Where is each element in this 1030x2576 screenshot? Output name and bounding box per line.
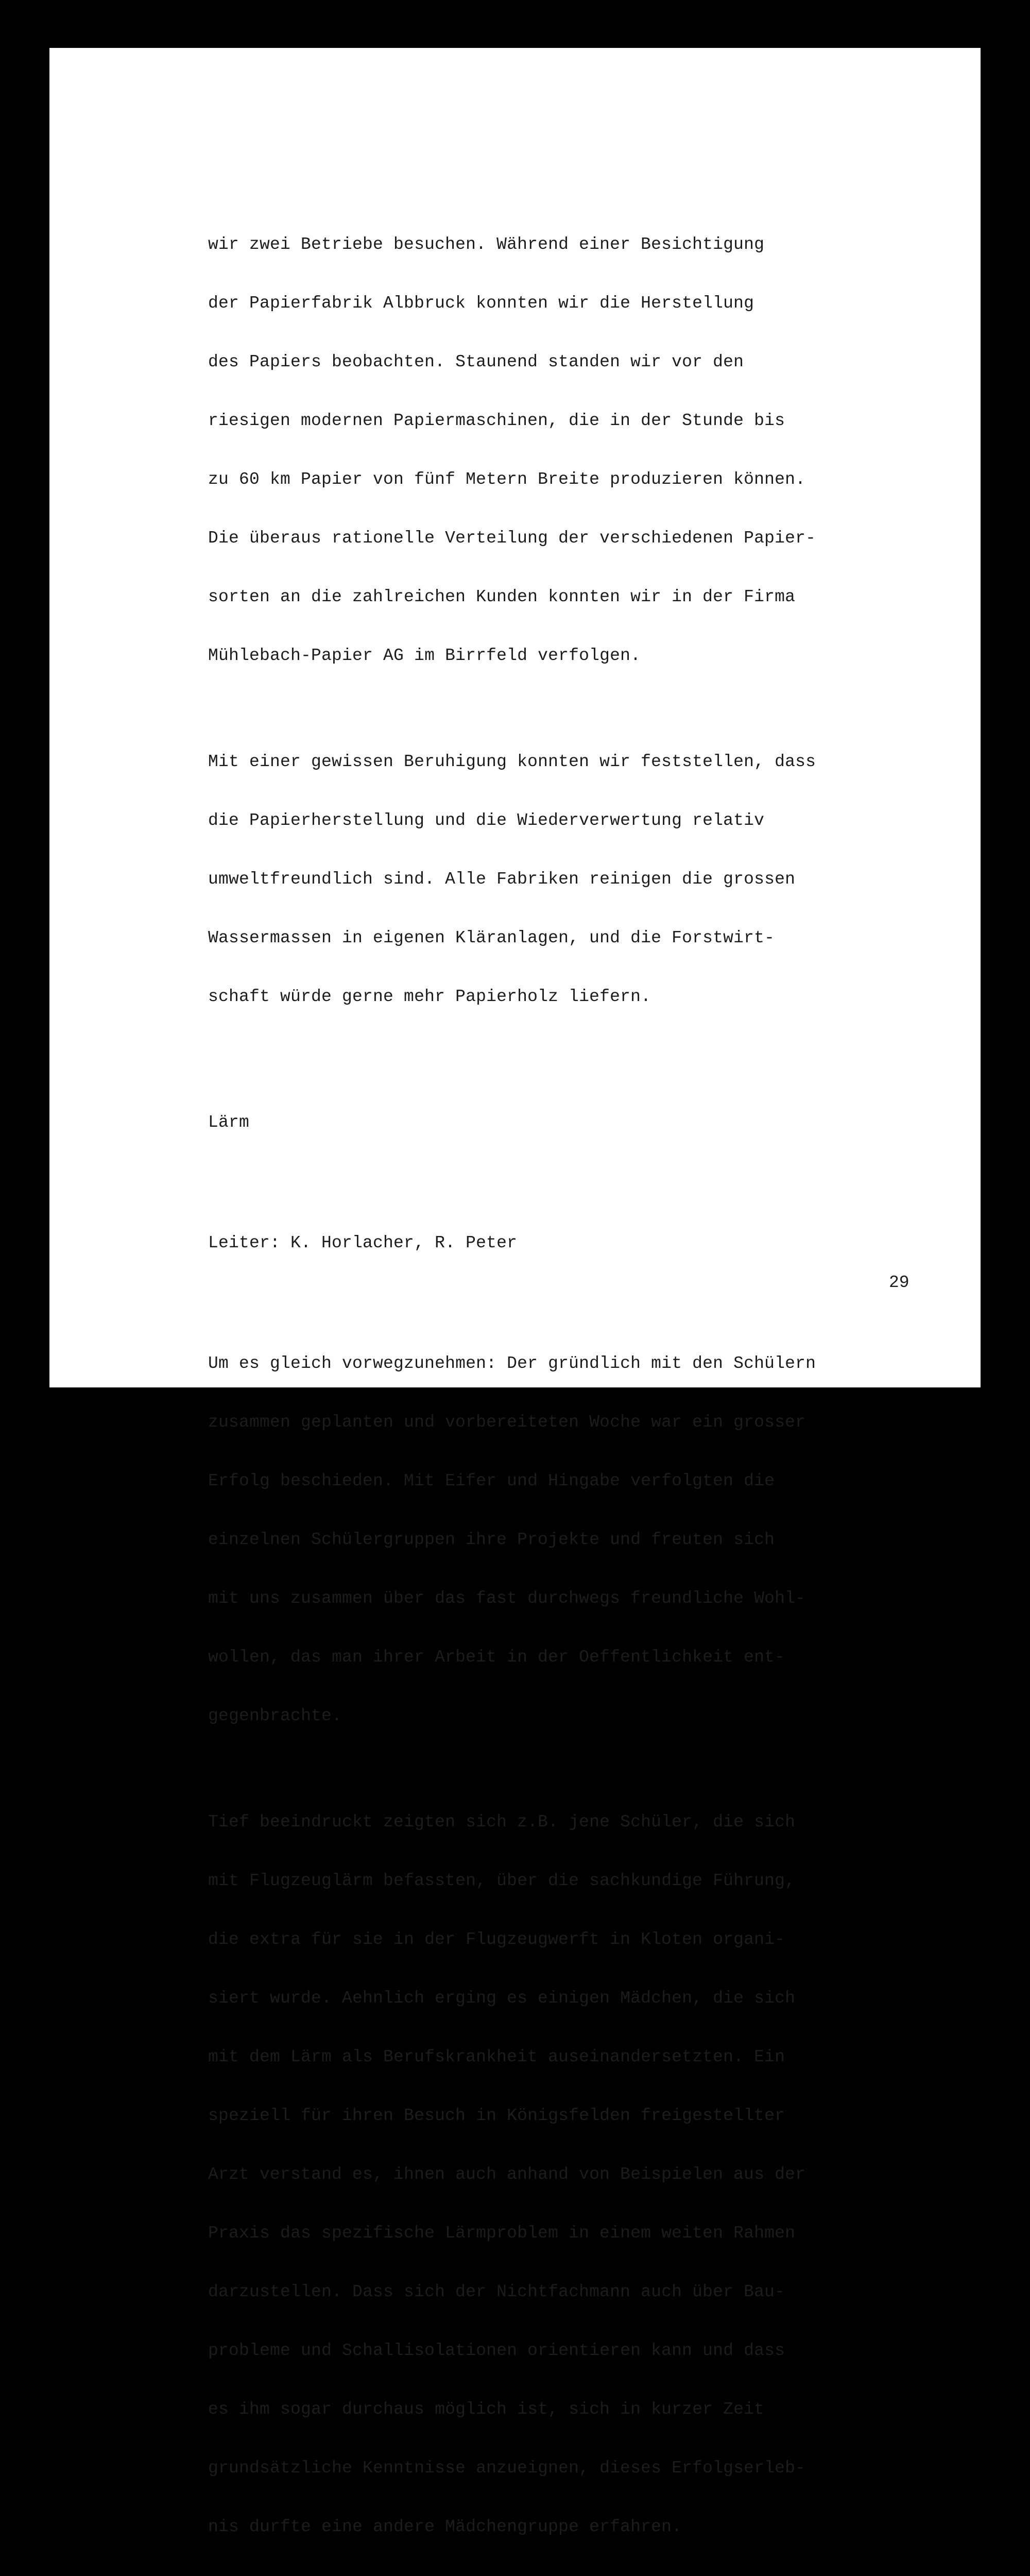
- paragraph-vorwegnehmen: [208, 1315, 950, 1765]
- text-line: Erfolg beschieden. Mit Eifer und Hingabe verfolgten die: [208, 1471, 775, 1490]
- paragraph-umwelt: [208, 713, 950, 1046]
- text-line: sorten an die zahlreichen Kunden konnten wir in der Firma: [208, 587, 796, 606]
- text-line: gegenbrachte.: [208, 1706, 342, 1725]
- text-line: speziell für ihren Besuch in Königsfelden freigestellter: [208, 2106, 785, 2125]
- paragraph-papier-betriebe: [208, 196, 950, 705]
- body-text: [208, 196, 950, 2576]
- text-line: mit uns zusammen über das fast durchwegs freundliche Wohl-: [208, 1589, 806, 1608]
- text-line: Mühlebach-Papier AG im Birrfeld verfolgen.: [208, 646, 641, 665]
- text-line: mit Flugzeuglärm befassten, über die sachkundige Führung,: [208, 1871, 796, 1890]
- leaders-line: Leiter: K. Horlacher, R. Peter: [208, 1233, 518, 1252]
- text-line: Praxis das spezifische Lärmproblem in einem weiten Rahmen: [208, 2224, 796, 2243]
- text-line: es ihm sogar durchaus möglich ist, sich in kurzer Zeit: [208, 2400, 765, 2419]
- text-line: zu 60 km Papier von fünf Metern Breite produzieren können.: [208, 470, 806, 489]
- text-line: Die überaus rationelle Verteilung der verschiedenen Papier-: [208, 529, 816, 548]
- page-number: 29: [889, 1273, 909, 1292]
- text-line: wir zwei Betriebe besuchen. Während einer Besichtigung: [208, 235, 765, 254]
- text-line: probleme und Schallisolationen orientieren kann und dass: [208, 2341, 785, 2360]
- text-line: einzelnen Schülergruppen ihre Projekte und freuten sich: [208, 1530, 775, 1549]
- text-line: Wassermassen in eigenen Kläranlagen, und die Forstwirt-: [208, 928, 775, 947]
- text-line: riesigen modernen Papiermaschinen, die in der Stunde bis: [208, 411, 785, 430]
- text-line: Mit einer gewissen Beruhigung konnten wir feststellen, dass: [208, 752, 816, 771]
- text-line: mit dem Lärm als Berufskrankheit auseinandersetzten. Ein: [208, 2047, 785, 2066]
- text-line: Um es gleich vorwegzunehmen: Der gründlich mit den Schülern: [208, 1354, 816, 1373]
- text-line: nis durfte eine andere Mädchengruppe erfahren.: [208, 2517, 682, 2536]
- text-line: zusammen geplanten und vorbereiteten Woche war ein grosser: [208, 1413, 806, 1432]
- text-line: des Papiers beobachten. Staunend standen wir vor den: [208, 352, 744, 371]
- text-line: umweltfreundlich sind. Alle Fabriken reinigen die grossen: [208, 870, 796, 889]
- text-line: wollen, das man ihrer Arbeit in der Oeffentlichkeit ent-: [208, 1648, 785, 1667]
- text-line: die Papierherstellung und die Wiederverwertung relativ: [208, 811, 765, 830]
- paragraph-flugzeuglaerm: [208, 1773, 950, 2576]
- document-page: [49, 48, 981, 2536]
- text-line: grundsätzliche Kenntnisse anzueignen, dieses Erfolgserleb-: [208, 2459, 806, 2478]
- text-line: schaft würde gerne mehr Papierholz liefern.: [208, 987, 651, 1006]
- text-line: Tief beeindruckt zeigten sich z.B. jene Schüler, die sich: [208, 1812, 796, 1832]
- text-line: die extra für sie in der Flugzeugwerft in Kloten organi-: [208, 1930, 785, 1949]
- section-title: Lärm: [208, 1113, 250, 1132]
- text-line: siert wurde. Aehnlich erging es einigen Mädchen, die sich: [208, 1989, 796, 2008]
- text-line: darzustellen. Dass sich der Nichtfachmann auch über Bau-: [208, 2282, 785, 2301]
- text-line: Arzt verstand es, ihnen auch anhand von Beispielen aus der: [208, 2165, 806, 2184]
- text-line: der Papierfabrik Albbruck konnten wir die Herstellung: [208, 294, 754, 313]
